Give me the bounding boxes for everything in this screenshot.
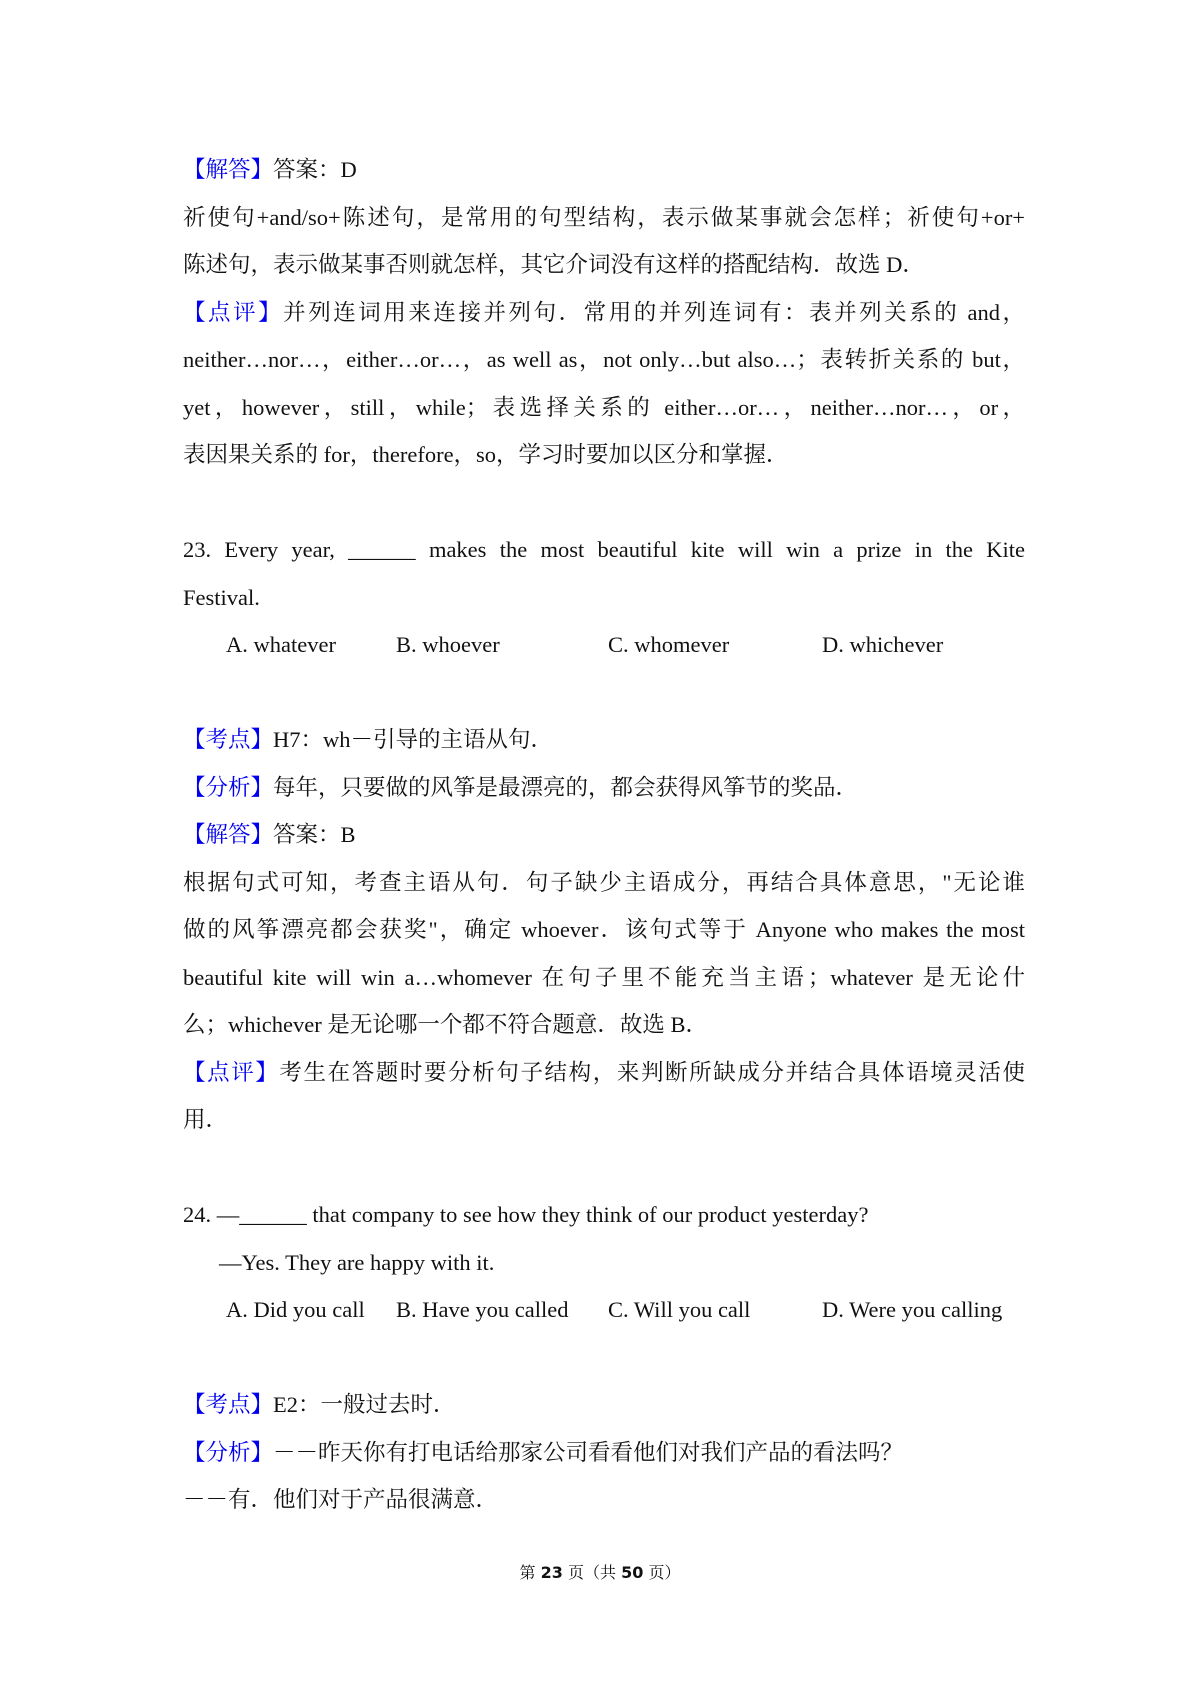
option-b: B. Have you called bbox=[396, 1297, 569, 1322]
page-footer: 第 23 页（共 50 页） bbox=[519, 1563, 681, 1582]
q24-reply: —Yes. They are happy with it. bbox=[219, 1249, 495, 1275]
q23-comment: 【点评】考生在答题时要分析句子结构，来判断所缺成分并结合具体语境灵活使 bbox=[183, 1059, 1025, 1085]
q23-answer: 【解答】答案：B bbox=[183, 822, 356, 847]
answer-tag: 【解答】 bbox=[183, 157, 274, 182]
q24-analysis-reply: －－有．他们对于产品很满意． bbox=[183, 1487, 499, 1512]
q23-explain-line: 做的风筝漂亮都会获奖"，确定 whoever．该句式等于 Anyone who makes the most bbox=[183, 917, 1025, 942]
q23-stem-end: Festival. bbox=[183, 584, 260, 610]
document-body bbox=[183, 146, 1025, 1524]
q24-point: 【考点】E2：一般过去时． bbox=[183, 1392, 456, 1417]
comment-tag: 【点评】 bbox=[183, 299, 284, 325]
q23-stem: 23. Every year, ______ makes the most beautiful kite will win a prize in the Kite bbox=[183, 537, 1025, 562]
option-a: A. whatever bbox=[226, 632, 336, 657]
option-a: A. Did you call bbox=[226, 1297, 365, 1322]
option-c: C. whomever bbox=[608, 632, 730, 657]
q23-options bbox=[183, 621, 1025, 669]
q24-analysis: 【分析】－－昨天你有打电话给那家公司看看他们对我们产品的看法吗？ bbox=[183, 1439, 904, 1465]
option-d: D. whichever bbox=[822, 632, 944, 657]
q22-comment: 【点评】并列连词用来连接并列句．常用的并列连词有：表并列关系的 and， bbox=[183, 299, 1025, 325]
q23-point: 【考点】H7：wh－引导的主语从句． bbox=[183, 727, 554, 752]
option-b: B. whoever bbox=[396, 632, 500, 657]
q22-comment-line: neither…nor…，either…or…，as well as，not only…but also…；表转折关系的 but， bbox=[183, 347, 1025, 372]
q23-explain-line: beautiful kite will win a…whomever 在句子里不能充当主语；whatever 是无论什 bbox=[183, 964, 1025, 990]
q23-explain-line: 么；whichever 是无论哪一个都不符合题意．故选 B． bbox=[183, 1012, 708, 1037]
q22-comment-line: yet，however，still，while；表选择关系的 either…or…，neither…nor…，or， bbox=[183, 394, 1025, 420]
q23-analysis: 【分析】每年，只要做的风筝是最漂亮的，都会获得风筝节的奖品． bbox=[183, 774, 859, 800]
q22-explain-line: 祈使句+and/so+陈述句，是常用的句型结构，表示做某事就会怎样；祈使句+or+ bbox=[183, 204, 1025, 230]
q23-explain-line: 根据句式可知，考查主语从句．句子缺少主语成分，再结合具体意思，"无论谁 bbox=[183, 869, 1025, 895]
q24-stem: 24. —______ that company to see how they think of our product yesterday? bbox=[183, 1202, 869, 1227]
q24-options bbox=[183, 1286, 1025, 1334]
page-number: 23 bbox=[540, 1563, 563, 1582]
q23-comment-end: 用． bbox=[183, 1107, 229, 1132]
q22-answer: 【解答】答案：D bbox=[183, 157, 357, 182]
page-total: 50 bbox=[621, 1563, 644, 1582]
option-d: D. Were you calling bbox=[822, 1297, 1003, 1322]
q22-explain-line: 陈述句，表示做某事否则就怎样，其它介词没有这样的搭配结构．故选 D． bbox=[183, 252, 925, 277]
q22-comment-line: 表因果关系的 for，therefore，so，学习时要加以区分和掌握． bbox=[183, 442, 789, 467]
option-c: C. Will you call bbox=[608, 1297, 751, 1322]
